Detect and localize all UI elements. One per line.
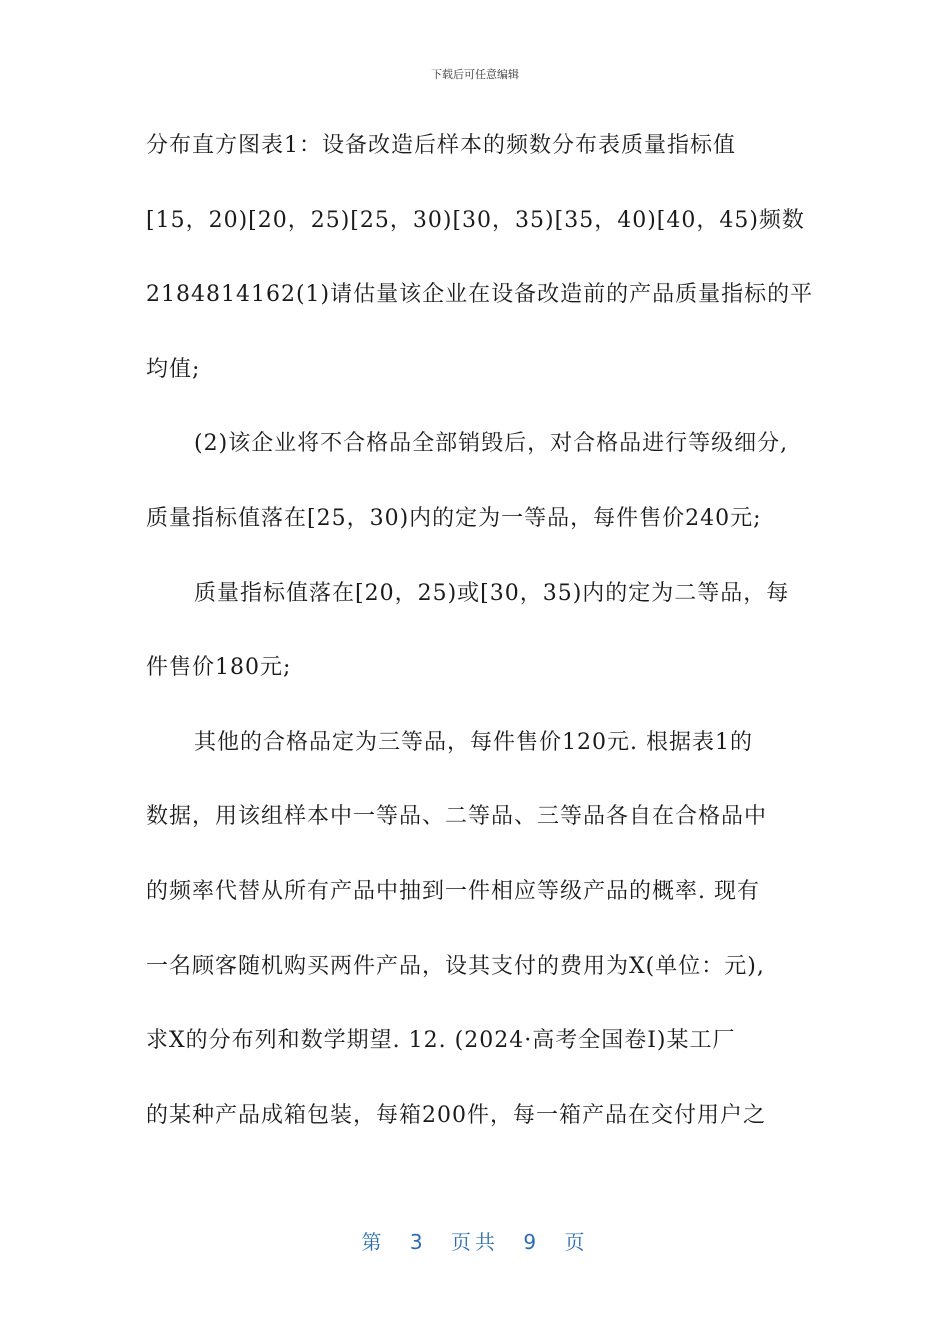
- body-line-14: 的某种产品成箱包装，每箱200件，每一箱产品在交付用户之: [146, 1102, 766, 1128]
- page-mid: 页共: [451, 1230, 499, 1254]
- page-footer: [0, 1226, 950, 1255]
- body-line-9: 其他的合格品定为三等品，每件售价120元. 根据表1的: [194, 729, 753, 755]
- body-line-1: 分布直方图表1：设备改造后样本的频数分布表质量指标值: [146, 133, 736, 158]
- body-line-5: (2)该企业将不合格品全部销毁后，对合格品进行等级细分,: [194, 431, 789, 457]
- body-line-8: 件售价180元;: [146, 655, 292, 681]
- current-page-number: 3: [409, 1230, 427, 1254]
- page-header: 下载后可任意编辑: [431, 68, 519, 81]
- body-line-2: [15，20)[20，25)[25，30)[30，35)[35，40)[40，45)频数: [146, 207, 805, 233]
- body-line-10: 数据，用该组样本中一等品、二等品、三等品各自在合格品中: [146, 804, 768, 830]
- document-body: [146, 125, 826, 1169]
- body-line-7: 质量指标值落在[20，25)或[30，35)内的定为二等品，每: [194, 580, 790, 606]
- body-line-12: 一名顾客随机购买两件产品，设其支付的费用为X(单位：元),: [146, 953, 765, 979]
- body-line-11: 的频率代替从所有产品中抽到一件相应等级产品的概率. 现有: [146, 878, 760, 904]
- body-line-13: 求X的分布列和数学期望. 12. (2024·高考全国卷Ⅰ)某工厂: [146, 1028, 736, 1054]
- total-pages-number: 9: [523, 1230, 541, 1254]
- body-line-4: 均值;: [146, 356, 201, 382]
- body-line-3: 2184814162(1)请估量该企业在设备改造前的产品质量指标的平: [146, 282, 814, 308]
- page-suffix: 页: [564, 1230, 589, 1254]
- body-line-6: 质量指标值落在[25，30)内的定为一等品，每件售价240元;: [146, 505, 762, 531]
- page-prefix: 第: [361, 1230, 386, 1254]
